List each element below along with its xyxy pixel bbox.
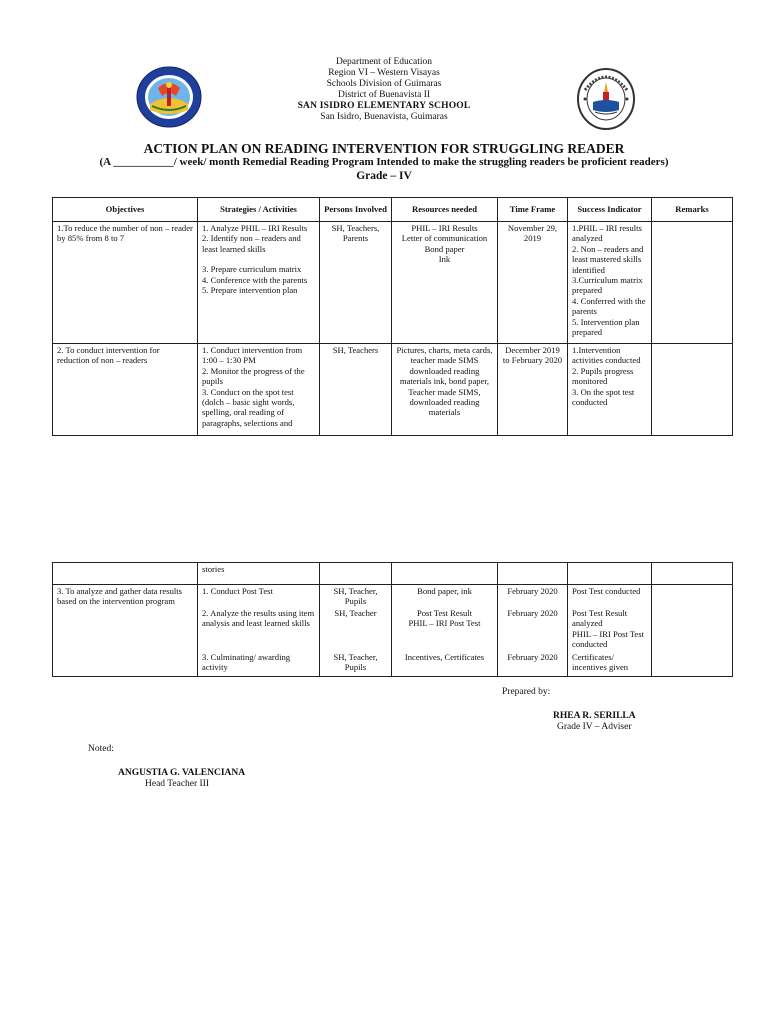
timeframe-item: February 2020 <box>507 652 558 662</box>
header-timeframe: Time Frame <box>498 198 568 222</box>
strategy-item: 2. Monitor the progress of the pupils <box>202 365 305 387</box>
header-resources: Resources needed <box>392 198 498 222</box>
resource-item: Incentives, Certificates <box>404 652 485 662</box>
persons-item: SH, Teacher <box>334 608 377 618</box>
school-address: San Isidro, Buenavista, Guimaras <box>320 112 448 122</box>
success-cell <box>568 344 652 436</box>
resources-cell <box>392 563 498 585</box>
district-line: District of Buenavista II <box>337 90 431 100</box>
objective-cell <box>53 563 198 585</box>
strategy-item: 3. Conduct on the spot test (dolch – basic sight words, spelling, oral reading of paragraphs, selections and <box>202 386 295 428</box>
page-title: ACTION PLAN ON READING INTERVENTION FOR STRUGGLING READER <box>143 141 625 156</box>
strategy-item: 3. Prepare curriculum matrix <box>202 264 302 275</box>
prepared-by-label: Prepared by: <box>502 687 551 697</box>
strategies-cell: stories <box>198 563 320 585</box>
header-strategies: Strategies / Activities <box>198 198 320 222</box>
letterhead <box>0 57 768 123</box>
school-name: SAN ISIDRO ELEMENTARY SCHOOL <box>297 101 471 111</box>
strategy-item: 5. Prepare intervention plan <box>202 285 298 296</box>
header-objectives: Objectives <box>53 198 198 222</box>
persons-cell <box>320 563 392 585</box>
success-cell <box>568 222 652 344</box>
page-subtitle: (A ___________/ week/ month Remedial Reading Program Intended to make the struggling readers be proficient readers) <box>99 156 669 168</box>
strategy-item: 2. Analyze the results using item analysis and least learned skills <box>202 608 315 629</box>
success-item: Certificates/ incentives given <box>572 652 629 673</box>
strategy-item: 1. Conduct intervention from 1:00 – 1:30 PM <box>202 345 303 366</box>
strategies-cell <box>198 585 320 677</box>
success-cell <box>568 563 652 585</box>
success-item: 3. On the spot test conducted <box>572 386 635 408</box>
success-item: 2. Pupils progress monitored <box>572 365 634 387</box>
strategies-cell <box>198 344 320 436</box>
grade-level: Grade – IV <box>356 170 412 182</box>
prepared-by-title: Grade IV – Adviser <box>557 722 632 732</box>
timeframe-cell <box>498 585 568 677</box>
resource-item: Post Test Result PHIL – IRI Post Test <box>408 608 481 629</box>
success-item: 1.Intervention activities conducted <box>572 345 641 366</box>
division-line: Schools Division of Guimaras <box>326 79 442 89</box>
objective-cell: 3. To analyze and gather data results based on the intervention program <box>53 585 198 677</box>
resource-item: Bond paper <box>424 243 465 254</box>
success-cell <box>568 585 652 677</box>
success-item: 4. Conferred with the parents <box>572 295 646 317</box>
strategy-item: 1. Analyze PHIL – IRI Results <box>202 223 308 233</box>
resource-item: Ink <box>438 254 451 265</box>
department-line: Department of Education <box>335 57 433 67</box>
persons-item: SH, Teacher, Pupils <box>333 586 378 607</box>
header-persons: Persons Involved <box>320 198 392 222</box>
strategy-item: 2. Identify non – readers and least learned skills <box>202 233 301 254</box>
prepared-by-name: RHEA R. SERILLA <box>553 711 636 721</box>
persons-item: SH, Teacher, Pupils <box>333 652 378 673</box>
persons-cell <box>320 585 392 677</box>
timeframe-cell: November 29, 2019 <box>498 222 568 344</box>
timeframe-item: February 2020 <box>507 608 558 618</box>
resources-cell <box>392 585 498 677</box>
action-plan-table-continued <box>52 562 733 677</box>
success-item: Post Test conducted <box>572 586 641 596</box>
noted-label: Noted: <box>88 744 114 754</box>
table-row <box>53 563 733 585</box>
region-line: Region VI – Western Visayas <box>328 68 440 78</box>
timeframe-cell: December 2019 to February 2020 <box>498 344 568 436</box>
resource-item: PHIL – IRI Results <box>411 223 478 233</box>
objective-cell: 2. To conduct intervention for reduction of non – readers <box>53 344 198 436</box>
header-success: Success Indicator <box>568 198 652 222</box>
remarks-cell <box>652 222 733 344</box>
timeframe-item: February 2020 <box>507 586 558 596</box>
success-item: Post Test Result analyzed PHIL – IRI Post Test conducted <box>572 608 644 650</box>
strategy-item: 4. Conference with the parents <box>202 274 308 285</box>
remarks-cell <box>652 563 733 585</box>
resource-item: Letter of communication <box>401 233 488 244</box>
resources-cell <box>392 222 498 344</box>
strategy-item: 3. Culminating/ awarding activity <box>202 652 291 673</box>
success-item: 3.Curriculum matrix prepared <box>572 275 643 296</box>
resources-cell: Pictures, charts, meta cards, teacher made SIMS downloaded reading materials ink, bond paper, Teacher made SIMS, downloaded reading materials <box>392 344 498 436</box>
objective-cell: 1.To reduce the number of non – reader by 85% from 8 to 7 <box>53 222 198 344</box>
persons-cell: SH, Teachers <box>320 344 392 436</box>
strategies-cell <box>198 222 320 344</box>
success-item: 2. Non – readers and least mastered skills identified <box>572 243 644 275</box>
remarks-cell <box>652 344 733 436</box>
remarks-cell <box>652 585 733 677</box>
table-row <box>53 222 733 344</box>
table-row <box>53 585 733 677</box>
table-header-row <box>53 198 733 222</box>
table-row <box>53 344 733 436</box>
success-item: 1.PHIL – IRI results analyzed <box>572 223 642 244</box>
action-plan-table <box>52 197 733 436</box>
noted-name: ANGUSTIA G. VALENCIANA <box>118 768 246 778</box>
persons-cell: SH, Teachers, Parents <box>320 222 392 344</box>
timeframe-cell <box>498 563 568 585</box>
success-item: 5. Intervention plan prepared <box>572 316 640 338</box>
header-remarks: Remarks <box>652 198 733 222</box>
noted-title: Head Teacher III <box>145 779 210 789</box>
resource-item: Bond paper, ink <box>417 586 472 596</box>
strategy-item: 1. Conduct Post Test <box>202 586 273 596</box>
